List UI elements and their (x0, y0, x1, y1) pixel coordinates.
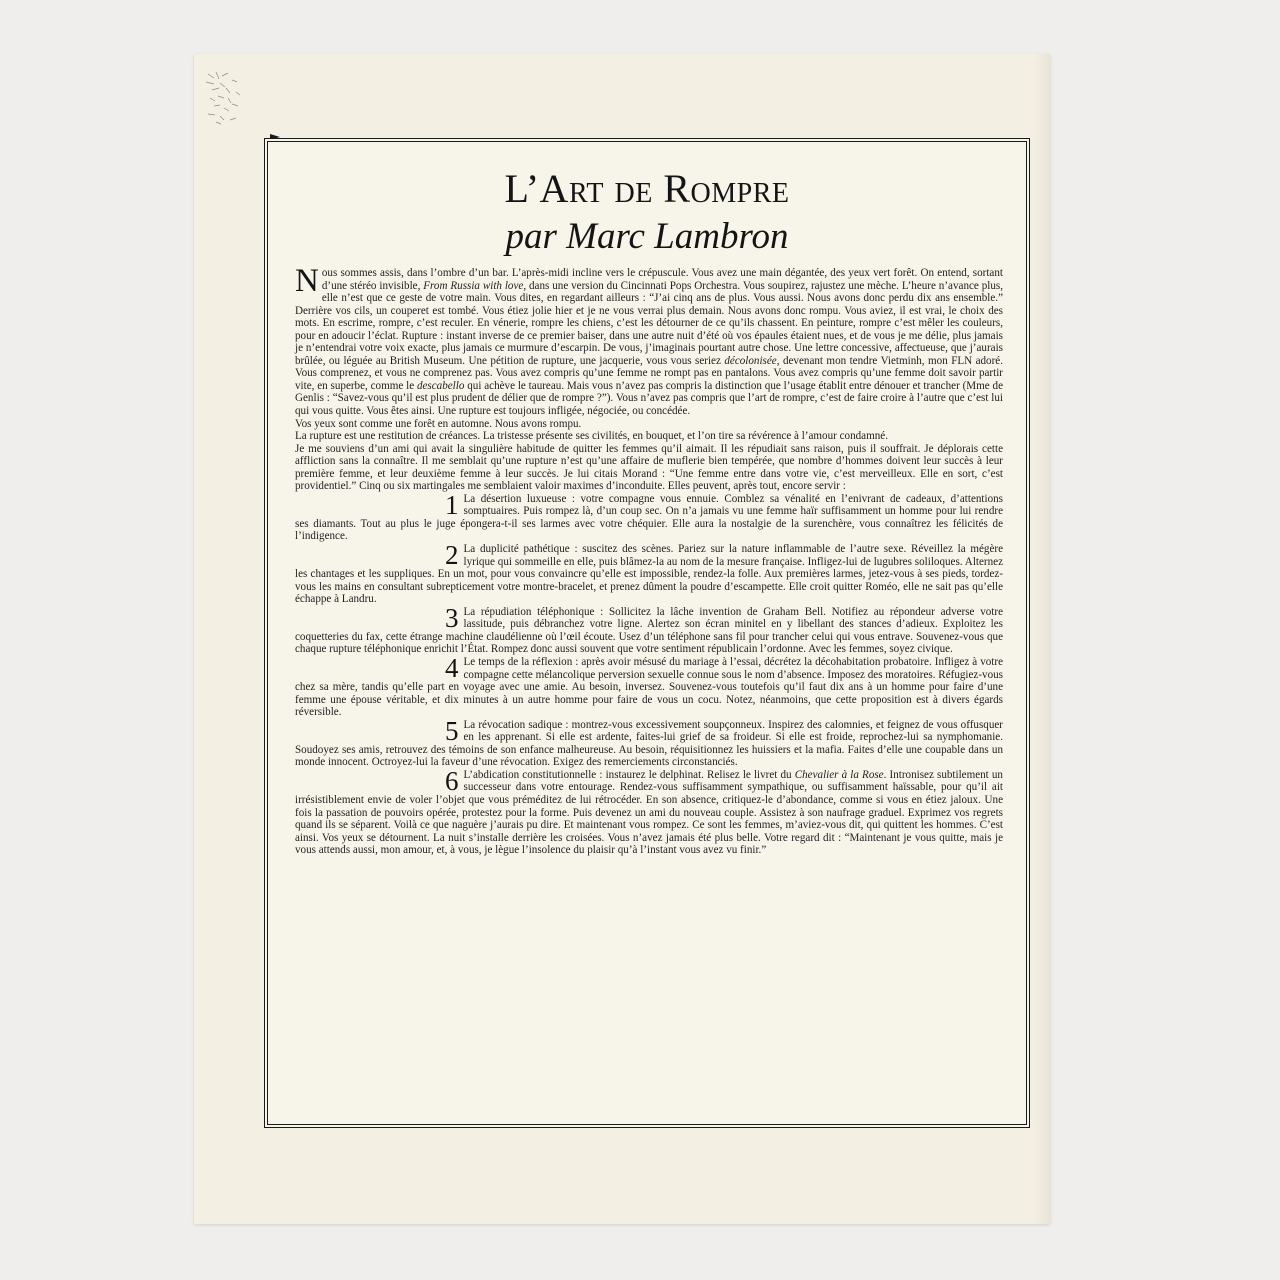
paragraph: Je me souviens d’un ami qui avait la singulière habitude de quitter les femmes qu’il aimait. Il les répudiait sans raison, puis il souffrait. Je déplorais cette affliction sans la connaître. Il me semblait qu’une rupture n’est qu’une affaire de muflerie bien tempérée, que nombre d’hommes doivent leur succès à leur première femme, et leur deuxième femme à leur succès. Je lui citais Morand : “Une femme entre dans votre vie, c’est merveilleux. Elle en sort, c’est providentiel.” Cinq ou six martingales me semblaient valoir maximes d’inconduite. Elles peuvent, après tout, encore servir : (295, 442, 1003, 493)
section-number: 5 (445, 715, 459, 746)
section-number: 1 (445, 489, 459, 520)
pencil-scribble-mark (202, 68, 280, 130)
intro-paragraph: Nous sommes assis, dans l’ombre d’un bar. L’après-midi incline vers le crépuscule. Vous avez une main dégantée, des yeux vert forêt. On entend, sortant d’une stéréo invisible, From Russia with love, dans une version du Cincinnati Pops Orchestra. Vous soupirez, rajustez une mèche. L’heure n’avance plus, elle n’est que ce geste de votre main. Vous dites, en regardant ailleurs : “J’ai cinq ans de plus. Vous aussi. Nous avons donc perdu dix ans ensemble.” Derrière vos cils, un couperet est tombé. Vous étiez jolie hier et je ne vous verrai plus demain. Nous avons donc rompu. Vous aviez, il est vrai, le choix des mots. En escrime, rompre, c’est reculer. En vénerie, rompre les chiens, c’est les détourner de ce qu’ils chassent. En peinture, rompre c’est mêler les couleurs, pour en adoucir l’éclat. Rupture : instant inverse de ce premier baiser, dans une autre nuit d’été où vos épaules étaient nues, et de vous je me délie, plus jamais je n’entendrai votre voix exacte, plus jamais ce murmure d’escarpin. De vous, j’imaginais pourtant autre chose. Une lettre concessive, affectueuse, que j’aurais brûlée, ou léguée au British Museum. Une pétition de rupture, une jacquerie, vous vous seriez décolonisée, devenant mon tendre Vietminh, mon FLN adoré. Vous comprenez, et vous ne comprenez pas. Vous avez compris qu’une femme ne rompt pas en pantalons. Vous avez compris qu’une femme doit savoir partir vite, en superbe, comme le descabello qui achève le taureau. Mais vous n’avez pas compris la distinction que l’usage établit entre dénouer et trancher (Mme de Genlis : “Savez-vous qu’il est plus prudent de délier que de rompre ?”). Vous n’avez pas compris que l’art de rompre, c’est de faire croire à l’autre que c’est lui qui vous quitte. Vous êtes ainsi. Une rupture est toujours infligée, négociée, ou concédée. (295, 263, 1003, 418)
section-number: 6 (445, 765, 459, 796)
magazine-page (194, 54, 1050, 1224)
article-body (295, 263, 1003, 857)
section-3: 3 La répudiation téléphonique : Sollicitez la lâche invention de Graham Bell. Notifiez au répondeur adverse votre lassitude, puis débranchez votre ligne. Alertez son écran minitel en y libellant des stances d’adieux. Exploitez les coquetteries du fax, cette étrange machine claudélienne où l’œil écoute. Usez d’un téléphone sans fil pour trancher celui qui vous entrave. Souvenez-vous que chaque rupture téléphonique enrichit l’État. Rompez donc aussi souvent que votre sentiment républicain l’ordonne. Avec les femmes, soyez civique. (295, 602, 1003, 656)
section-2: 2 La duplicité pathétique : suscitez des scènes. Pariez sur la nature inflammable de l’autre sexe. Réveillez la mégère lyrique qui sommeille en elle, puis blâmez-la au nom de la mesure française. Infligez-lui de lugubres soliloques. Alternez les chantages et les suppliques. En un mot, pour vous convaincre qu’elle est impossible, rendez-la folle. Aux premières larmes, jetez-vous à ses pieds, tordez-vous les mains en consultant subrepticement votre montre-bracelet, et prenez dûment la poudre d’escampette. Elle croit quitter Roméo, elle ne sait pas qu’elle échappe à Landru. (295, 540, 1003, 606)
section-number: 2 (445, 540, 459, 571)
paragraph: Vos yeux sont comme une forêt en automne. Nous avons rompu. (295, 417, 582, 430)
section-5: 5 La révocation sadique : montrez-vous excessivement soupçonneux. Inspirez des calomnies, et feignez de vous offusquer en les apprenant. Si elle est ardente, faites-lui grief de sa froideur. Si elle est froide, reprochez-lui sa nymphomanie. Soudoyez ses amis, retrouvez des témoins de son enfance malheureuse. Au besoin, réquisitionnez les huissiers et la mafia. Faites d’elle une coupable dans un monde innocent. Octroyez-lui la faveur d’une révocation. Exigez des remerciements circonstanciés. (295, 715, 1003, 769)
article-frame (264, 138, 1030, 1128)
article-title: L’Art de Rompre (504, 166, 790, 211)
section-1: 1 La désertion luxueuse : votre compagne vous ennuie. Comblez sa vénalité en l’enivrant de cadeaux, d’attentions somptuaires. Puis rompez là, d’un coup sec. On n’a jamais vu une femme haïr suffisamment un homme pour lui rendre ses diamants. Tout au plus le juge épongera-t-il ses larmes avec votre chéquier. Elle aura la nostalgie de la surenchère, vous connaîtrez les félicités de l’indigence. (295, 489, 1003, 543)
section-4: 4 Le temps de la réflexion : après avoir mésusé du mariage à l’essai, décrétez la décohabitation probatoire. Infligez à votre compagne cette mélancolique perversion sexuelle connue sous le nom d’absence. Imposez des moratoires. Réfugiez-vous chez sa mère, tandis qu’elle part en voyage avec une amie. Au besoin, inversez. Souvenez-vous toutefois qu’il faut dix ans à un homme pour faire d’une femme une épouse véritable, et dix minutes à un autre homme pour faire de vous un cocu. Notez, néanmoins, que cette proposition est à divers égards réversible. (295, 652, 1003, 719)
page-edge-shadow (1034, 54, 1050, 1224)
section-6: 6 L’abdication constitutionnelle : instaurez le delphinat. Relisez le livret du Chevalier à la Rose. Intronisez subtilement un successeur dans votre entourage. Rendez-vous suffisamment sympathique, ou suffisamment haïssable, pour qu’il ait irrésistiblement envie de voler l’objet que vous préméditez de lui rétrocéder. En son absence, critiquez-le d’abondance, comme si vous en étiez jaloux. Une fois la passation de pouvoirs opérée, protestez pour la forme. Puis devenez un ami du nouveau couple. Assistez à son naufrage graduel. Exprimez vos regrets quand ils se séparent. Voilà ce que naguère j’aurais pu dire. Et maintenant vous rompez. Ce sont les femmes, m’aviez-vous dit, qui quittent les hommes. C’est ainsi. Vos yeux se détournent. La nuit s’installe derrière les croisées. Vous n’avez jamais été plus belle. Votre regard dit : “Maintenant je vous quitte, mais je vous attends aussi, mon amour, et, à vous, je lègue l’insolence du plaisir qu’à l’instant vous avez vu finir.” (295, 765, 1003, 857)
drop-cap: N (295, 263, 319, 299)
paragraph: La rupture est une restitution de créances. La tristesse présente ses civilités, en bouquet, et l’on tire sa révérence à l’amour condamné. (295, 430, 888, 443)
section-number: 4 (445, 652, 459, 683)
article-byline: par Marc Lambron (505, 216, 789, 257)
section-number: 3 (445, 602, 459, 633)
